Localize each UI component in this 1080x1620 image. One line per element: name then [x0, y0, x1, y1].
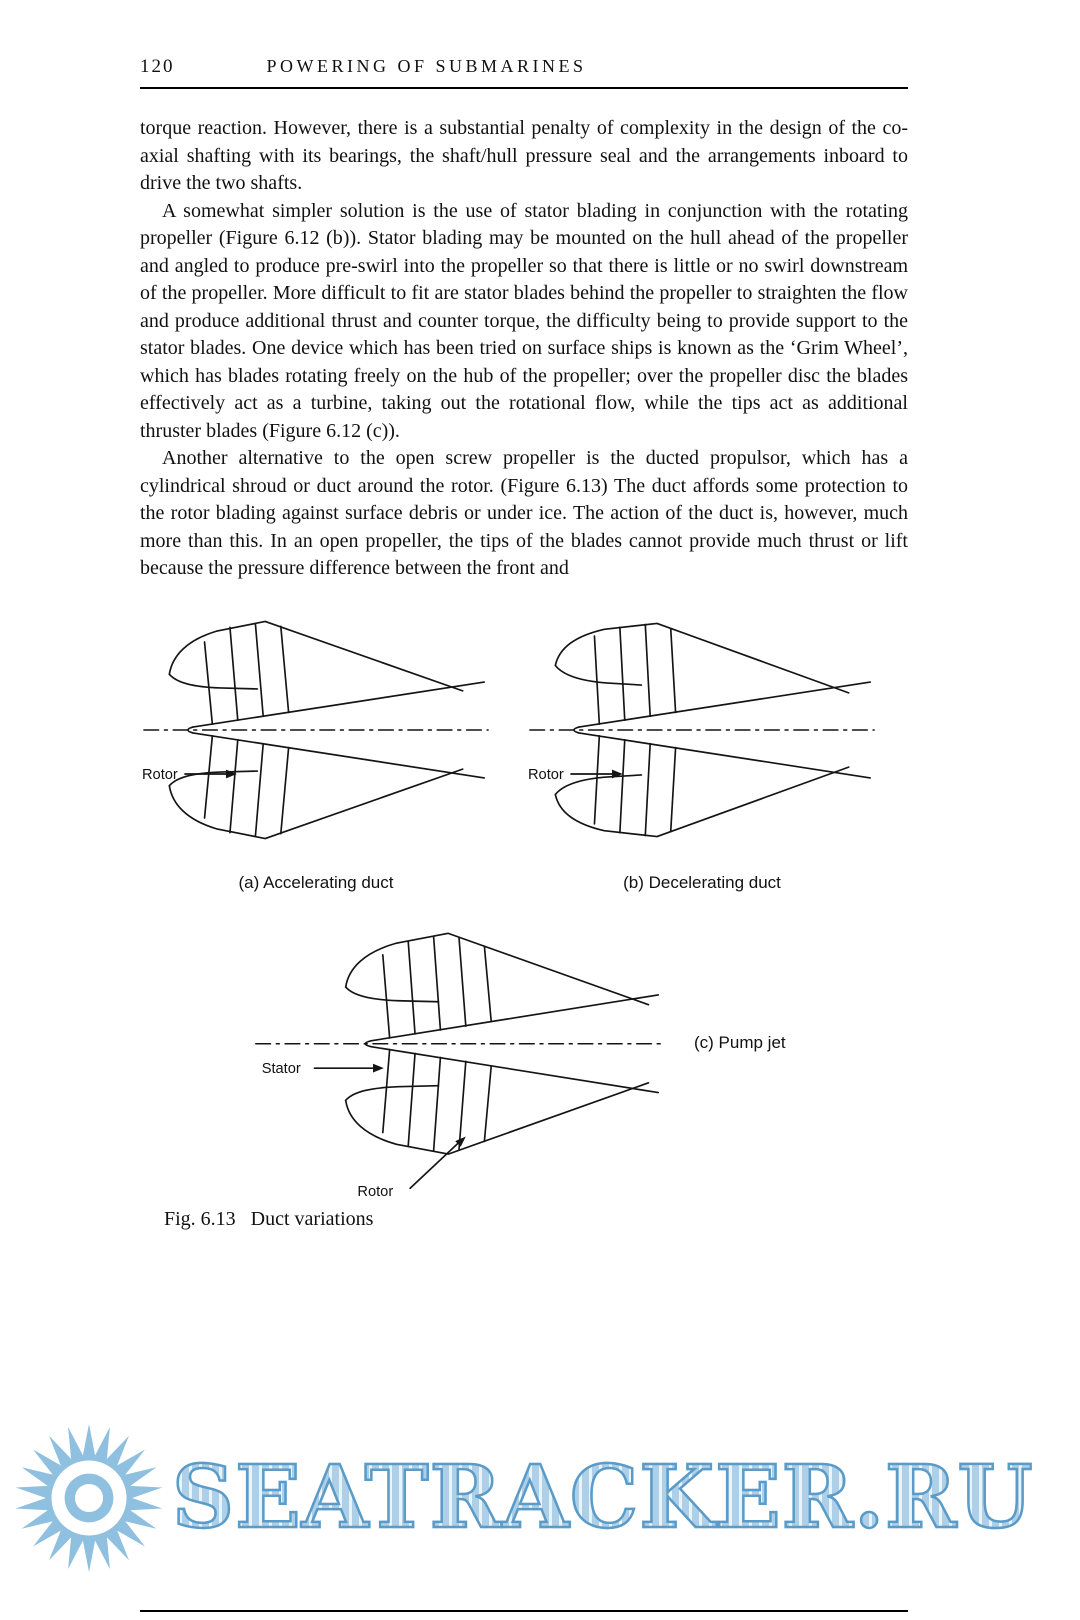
watermark [14, 1418, 1080, 1578]
sub-label-a: (a) Accelerating duct [238, 872, 394, 892]
figure-caption: Fig. 6.13 Duct variations [164, 1207, 374, 1230]
body-paragraph-1: torque reaction. However, there is a substantial penalty of complexity in the design of the co-axial shafting with its bearings, the shaft/hull pressure seal and the arrangements inboard to drive the two shafts. [140, 117, 908, 194]
decelerating-duct-diagram [526, 597, 878, 863]
body-paragraph-3: Another alternative to the open screw propeller is the ducted propulsor, which has a cylindrical shroud or duct around the rotor. (Figure 6.13) The duct affords some protection to the rotor blading against surface debris or under ice. The action of the duct is, however, much more than this. In an open propeller, the tips of the blades cannot provide much thrust or lift because the pressure difference between the front and [140, 447, 908, 579]
page-number: 120 [140, 56, 175, 77]
figure-panel-b [526, 597, 878, 893]
pump-jet-diagram [248, 907, 668, 1200]
rotor-label-c: Rotor [357, 1183, 394, 1200]
header-rule [140, 87, 908, 89]
figure-row-pumpjet [248, 907, 908, 1200]
rotor-label-b: Rotor [527, 766, 564, 783]
watermark-text: SEATRACKER.RU [172, 1447, 1034, 1548]
stator-label-c: Stator [261, 1060, 301, 1077]
sub-label-b: (b) Decelerating duct [623, 872, 781, 892]
figure-panel-a [140, 597, 492, 893]
running-head-title: POWERING OF SUBMARINES [266, 56, 587, 76]
sub-label-c: (c) Pump jet [694, 1033, 786, 1052]
rotor-arrow-c [410, 1142, 459, 1188]
rotor-label-a: Rotor [141, 766, 178, 783]
body-paragraph-2: A somewhat simpler solution is the use of stator blading in conjunction with the rotating propeller (Figure 6.12 (b)). Stator blading may be mounted on the hull ahead of the propeller and angled to produce pre-swirl into the propeller so that there is little or no swirl downstream of the propeller. More difficult to fit are stator blades behind the propeller to straighten the flow and produce additional thrust and counter torque, the difficulty being to provide support to the stator blades. One device which has been tried on surface ships is known as the ‘Grim Wheel’, which has blades rotating freely on the hub of the propeller; over the propeller disc the blades effectively act as a turbine, taking out the rotational flow, while the tips act as additional thruster blades (Figure 6.12 (c)). [140, 199, 908, 442]
running-head [140, 56, 908, 78]
stator-arrowhead-c [373, 1063, 384, 1072]
sunburst-icon [14, 1423, 164, 1573]
accelerating-duct-diagram [140, 597, 492, 863]
bottom-rule [140, 1610, 908, 1612]
figure-row-ducts [140, 597, 908, 893]
body-text [140, 115, 908, 583]
